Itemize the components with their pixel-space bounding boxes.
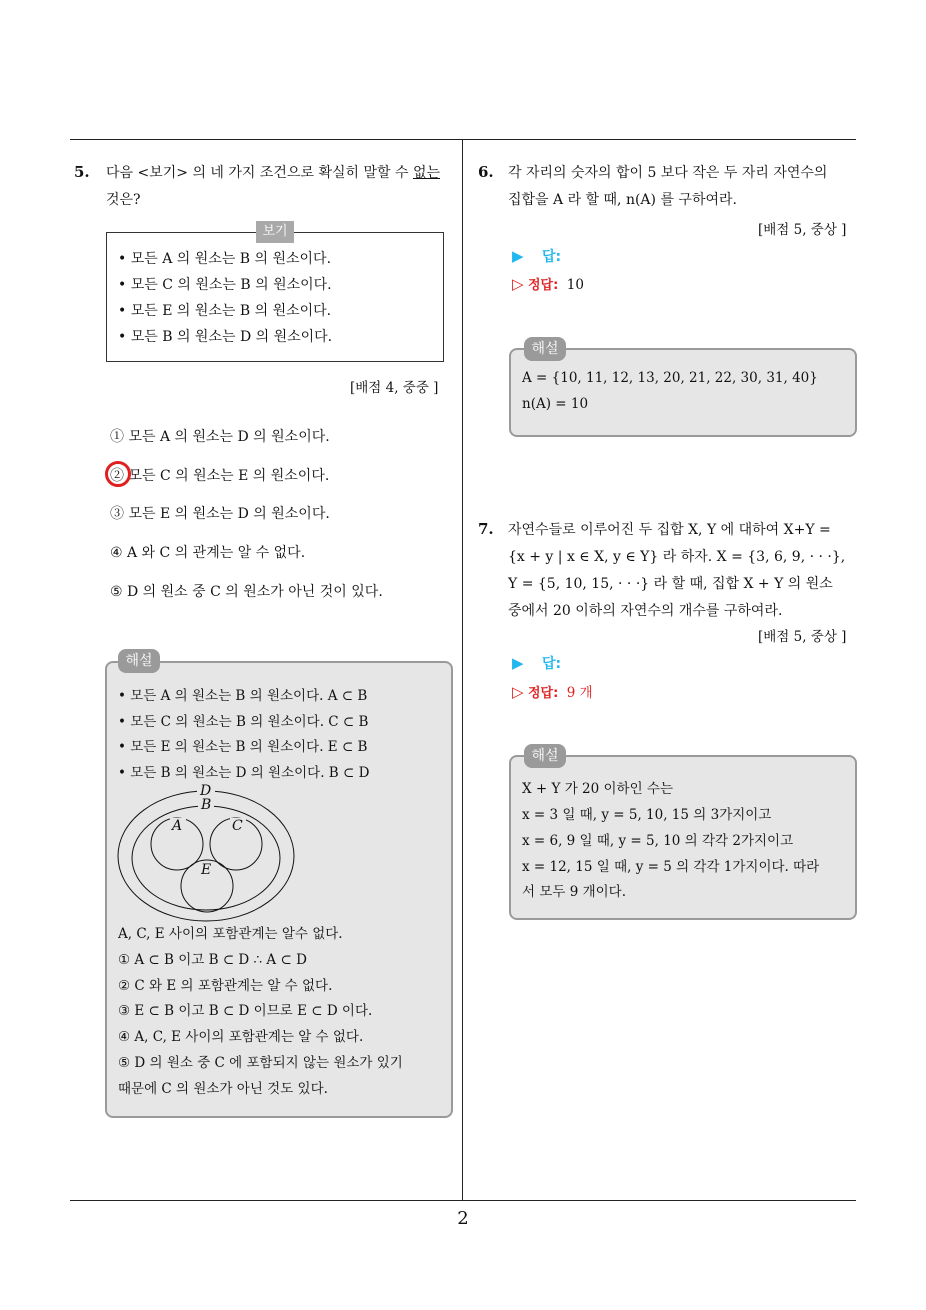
q7-solution-line: X + Y 가 20 이하인 수는 — [522, 781, 674, 797]
q5-solution-line: ④ A, C, E 사이의 포함관계는 알 수 없다. — [118, 1029, 364, 1045]
q6-correct-row — [512, 274, 584, 293]
q6-answer-row[interactable] — [512, 246, 561, 266]
q5-bogi-item: • 모든 A 의 원소는 B 의 원소이다. — [118, 251, 332, 267]
q5-bogi-label: 보기 — [256, 221, 294, 243]
q7-correct-row — [512, 681, 593, 701]
q7-question — [508, 517, 860, 625]
q5-solution-line: 때문에 C 의 원소가 아닌 것도 있다. — [118, 1081, 328, 1097]
q6-solution-label: 해설 — [524, 337, 566, 361]
q5-solution-line: • 모든 A 의 원소는 B 의 원소이다. A ⊂ B — [118, 688, 368, 704]
answer-triangle-icon: ▶ — [512, 247, 524, 265]
bottom-rule — [70, 1200, 856, 1201]
q7-solution-label: 해설 — [524, 744, 566, 768]
page-number: 2 — [457, 1208, 469, 1229]
set-a-label: A — [172, 818, 183, 834]
q5-solution-line: ① A ⊂ B 이고 B ⊂ D ∴ A ⊂ D — [118, 952, 307, 968]
set-d-label: D — [200, 783, 212, 799]
q7-question-line: {x + y | x ∈ X, y ∈ Y} 라 하자. X = {3, 6, 9, · · ·}, — [508, 549, 846, 565]
q7-number: 7. — [478, 520, 494, 538]
correct-label: 정답: — [528, 278, 559, 293]
q5-choice-2[interactable]: ② 모든 C 의 원소는 E 의 원소이다. — [110, 468, 330, 484]
column-divider — [462, 139, 463, 1201]
selected-answer-circle — [105, 461, 131, 487]
q6-solution-box — [509, 348, 857, 437]
q6-score: [배점 5, 중상 ] — [758, 222, 847, 238]
correct-triangle-icon: ▷ — [512, 683, 524, 701]
answer-label: 답: — [542, 249, 562, 265]
q5-solution-line: • 모든 E 의 원소는 B 의 원소이다. E ⊂ B — [118, 739, 368, 755]
q5-choice-1[interactable]: ① 모든 A 의 원소는 D 의 원소이다. — [110, 429, 330, 445]
q5-choice-5[interactable]: ⑤ D 의 원소 중 C 의 원소가 아닌 것이 있다. — [110, 584, 383, 600]
q5-solution-line: • 모든 C 의 원소는 B 의 원소이다. C ⊂ B — [118, 714, 369, 730]
q5-solution-line: ② C 와 E 의 포함관계는 알 수 없다. — [118, 978, 333, 994]
answer-label: 답: — [542, 656, 562, 672]
q6-solution-line: n(A) = 10 — [522, 396, 589, 412]
q5-solution-line: ③ E ⊂ B 이고 B ⊂ D 이므로 E ⊂ D 이다. — [118, 1003, 373, 1019]
q5-score: [배점 4, 중중 ] — [350, 380, 439, 396]
q6-solution-line: A = {10, 11, 12, 13, 20, 21, 22, 30, 31, 40} — [522, 370, 818, 386]
q5-question-line2: 것은? — [106, 192, 141, 208]
q6-number: 6. — [478, 163, 494, 181]
q7-solution-line: x = 6, 9 일 때, y = 5, 10 의 각각 2가지이고 — [522, 833, 794, 849]
q7-question-line: 중에서 20 이하의 자연수의 개수를 구하여라. — [508, 603, 783, 619]
q5-solution-line: • 모든 B 의 원소는 D 의 원소이다. B ⊂ D — [118, 765, 370, 781]
q7-solution-line: 서 모두 9 개이다. — [522, 884, 626, 900]
q5-number: 5. — [74, 163, 90, 181]
venn-diagram — [114, 782, 304, 924]
q5-solution-line: ⑤ D 의 원소 중 C 에 포함되지 않는 원소가 있기 — [118, 1055, 403, 1071]
set-c-label: C — [232, 818, 243, 834]
q5-bogi-item: • 모든 E 의 원소는 B 의 원소이다. — [118, 303, 332, 319]
correct-triangle-icon: ▷ — [512, 275, 524, 293]
q6-question — [508, 160, 858, 214]
top-rule — [70, 139, 856, 140]
q5-bogi-item: • 모든 B 의 원소는 D 의 원소이다. — [118, 329, 333, 345]
q5-question-line1: 다음 <보기> 의 네 가지 조건으로 확실히 말할 수 — [106, 165, 413, 181]
correct-value: 10 — [566, 277, 584, 293]
q5-bogi-item: • 모든 C 의 원소는 B 의 원소이다. — [118, 277, 332, 293]
q5-question — [106, 160, 461, 214]
q7-score: [배점 5, 중상 ] — [758, 629, 847, 645]
q5-choice-3[interactable]: ③ 모든 E 의 원소는 D 의 원소이다. — [110, 506, 330, 522]
q6-question-line1: 각 자리의 숫자의 합이 5 보다 작은 두 자리 자연수의 — [508, 165, 828, 181]
correct-value: 9 개 — [566, 685, 593, 701]
correct-label: 정답: — [528, 686, 559, 701]
set-e-label: E — [201, 862, 212, 878]
q5-choice-4[interactable]: ④ A 와 C 의 관계는 알 수 없다. — [110, 545, 306, 561]
q7-solution-line: x = 12, 15 일 때, y = 5 의 각각 1가지이다. 따라 — [522, 859, 820, 875]
q6-question-line2: 집합을 A 라 할 때, n(A) 를 구하여라. — [508, 192, 737, 208]
set-b-label: B — [201, 797, 212, 813]
q7-answer-row[interactable] — [512, 653, 561, 673]
q7-solution-line: x = 3 일 때, y = 5, 10, 15 의 3가지이고 — [522, 807, 772, 823]
q7-question-line: 자연수들로 이루어진 두 집합 X, Y 에 대하여 X+Y = — [508, 522, 831, 538]
q7-question-line: Y = {5, 10, 15, · · ·} 라 할 때, 집합 X + Y 의 원소 — [508, 576, 833, 592]
q5-solution-line: A, C, E 사이의 포함관계는 알수 없다. — [118, 926, 343, 942]
q5-question-emphasis: 없는 — [412, 165, 441, 181]
q5-solution-label: 해설 — [118, 649, 160, 673]
answer-triangle-icon: ▶ — [512, 654, 524, 672]
